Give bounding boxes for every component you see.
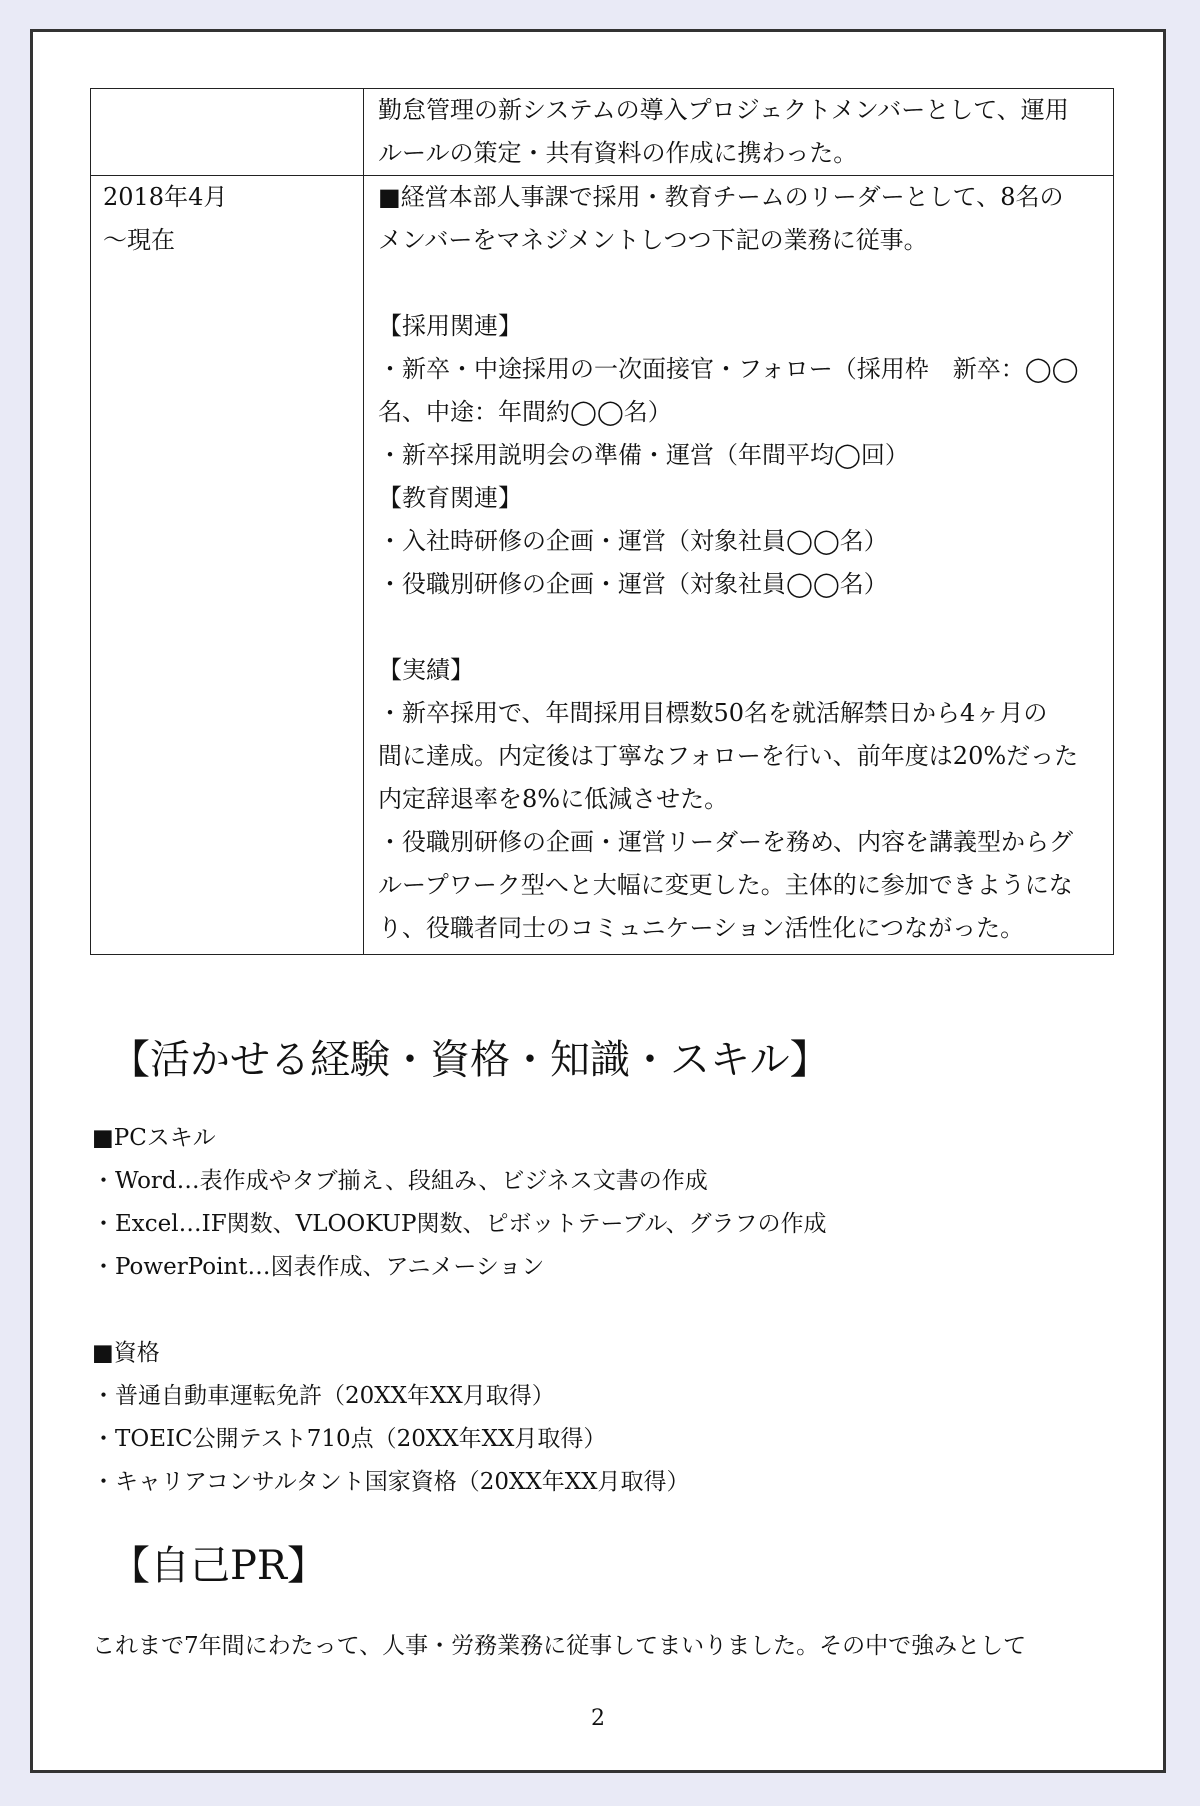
content-cell [364,89,1114,176]
self-pr-text: これまで7年間にわたって、人事・労務業務に従事してまいりました。その中で強みとして [92,1633,1027,1659]
content-line: ・新卒採用説明会の準備・運営（年間平均◯回） [378,441,909,469]
content-line: ・新卒採用で、年間採用目標数50名を就活解禁日から4ヶ月の [378,699,1048,727]
date-line: 〜現在 [103,226,175,254]
self-pr-heading: 【自己PR】 [110,1543,328,1589]
pc-skills-title: ■PCスキル [92,1125,216,1151]
content-line: ■経営本部人事課で採用・教育チームのリーダーとして、8名の [378,183,1064,211]
content-line: ・入社時研修の企画・運営（対象社員◯◯名） [378,527,888,555]
content-line: 【採用関連】 [378,312,522,340]
blank-line [92,1289,827,1332]
table-row [91,89,1114,176]
content-line: ループワーク型へと大幅に変更した。主体的に参加できようにな [378,871,1073,899]
content-line: 【実績】 [378,656,474,684]
page-number: 2 [591,1706,605,1731]
content-line: メンバーをマネジメントしつつ下記の業務に従事。 [378,226,928,254]
pc-skill-item: ・Excel…IF関数、VLOOKUP関数、ピボットテーブル、グラフの作成 [92,1211,827,1237]
skills-heading: 【活かせる経験・資格・知識・スキル】 [110,1037,830,1083]
certification-item: ・普通自動車運転免許（20XX年XX月取得） [92,1383,555,1409]
skills-section [92,1117,827,1504]
content-line: り、役職者同士のコミュニケーション活性化につながった。 [378,914,1025,942]
content-cell [364,176,1114,955]
content-line: 内定辞退率を8%に低減させた。 [378,785,729,813]
content-line: 勤怠管理の新システムの導入プロジェクトメンバーとして、運用 [378,96,1069,124]
certification-item: ・キャリアコンサルタント国家資格（20XX年XX月取得） [92,1469,690,1495]
date-cell [91,176,364,955]
content-line: 名、中途：年間約◯◯名） [378,398,672,426]
blank-line [378,262,1101,305]
content-line: ・役職別研修の企画・運営（対象社員◯◯名） [378,570,888,598]
certification-item: ・TOEIC公開テスト710点（20XX年XX月取得） [92,1426,607,1452]
content-line: 間に達成。内定後は丁寧なフォローを行い、前年度は20%だった [378,742,1079,770]
blank-line [378,606,1101,649]
content-line: ・新卒・中途採用の一次面接官・フォロー（採用枠 新卒：◯◯ [378,355,1079,383]
table-row [91,176,1114,955]
work-history-table [90,88,1114,955]
certifications-title: ■資格 [92,1340,160,1366]
date-cell [91,89,364,176]
document-page [30,29,1166,1773]
pc-skill-item: ・PowerPoint…図表作成、アニメーション [92,1254,545,1280]
pc-skill-item: ・Word…表作成やタブ揃え、段組み、ビジネス文書の作成 [92,1168,708,1194]
content-line: 【教育関連】 [378,484,522,512]
date-line: 2018年4月 [103,183,228,211]
content-line: ルールの策定・共有資料の作成に携わった。 [378,139,858,167]
content-line: ・役職別研修の企画・運営リーダーを務め、内容を講義型からグ [378,828,1074,856]
